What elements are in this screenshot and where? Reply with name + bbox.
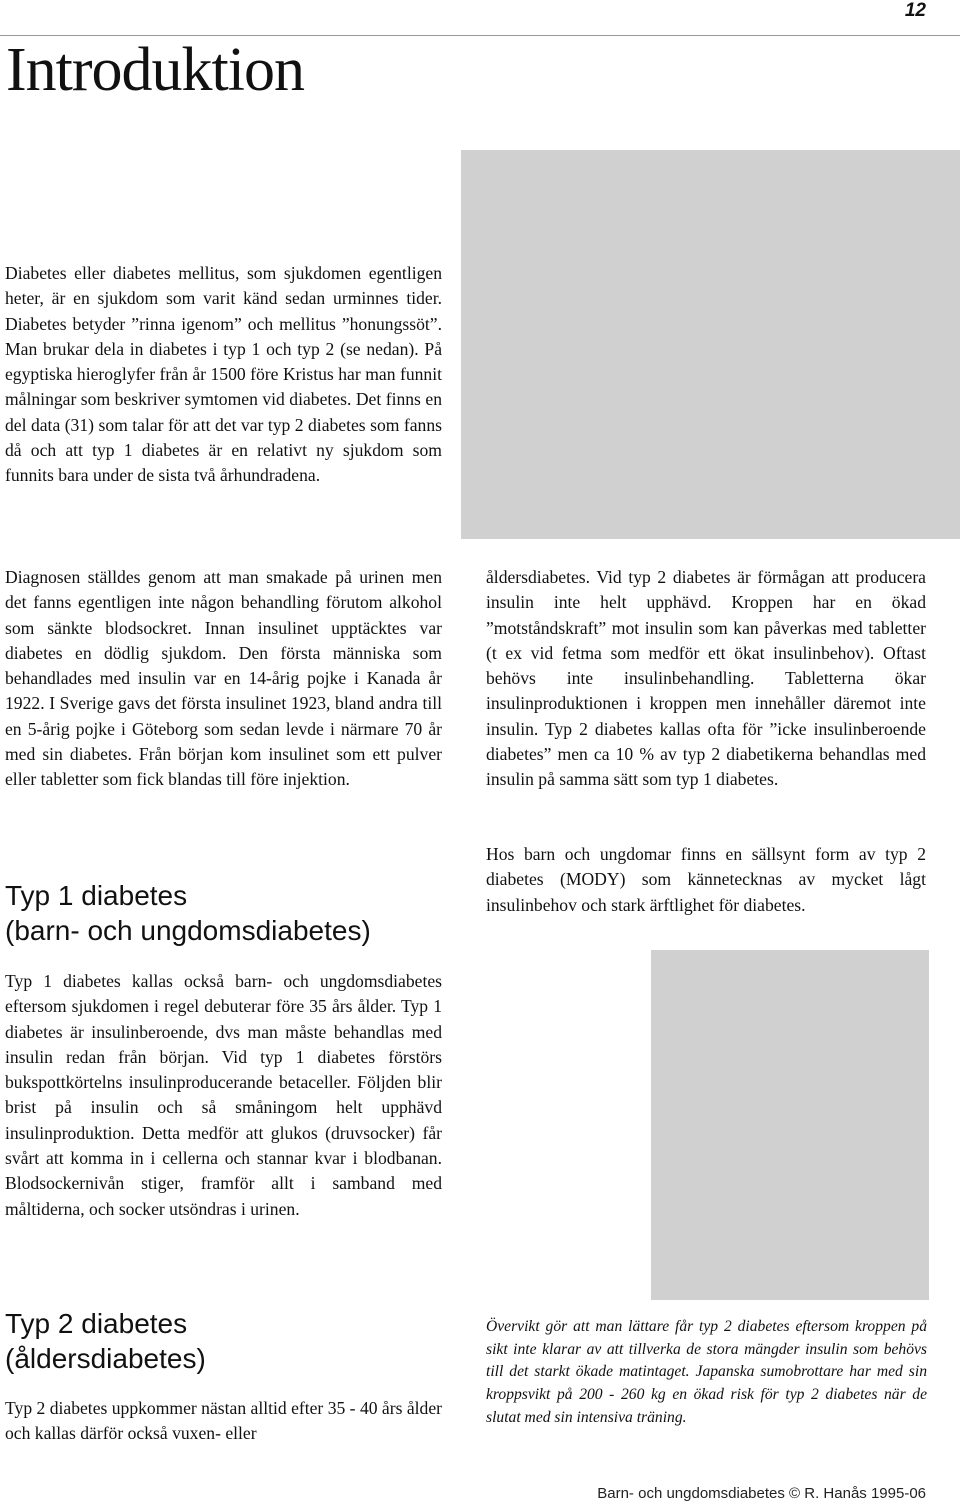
type2-heading-line1: Typ 2 diabetes	[5, 1308, 188, 1339]
type1-heading-line1: Typ 1 diabetes	[5, 880, 188, 911]
type1-paragraph: Typ 1 diabetes kallas också barn- och ungdomsdiabetes eftersom sjukdomen i regel debuterar före 35 års ålder. Typ 1 diabetes är insulinberoende, dvs man måste behandlas med insulin redan från början. Vid typ 1 diabetes förstörs bukspottkörtelns insulinproducerande betaceller. Följden blir brist på insulin och så småningom helt upphävd insulinproduktion. Detta medför att glukos (druvsocker) får svårt att komma in i cellerna och stannar kvar i blodbanan. Blodsockernivån stiger, framför allt i samband med måltiderna, och socker utsöndras i urinen.	[5, 971, 442, 1219]
mody-paragraph: Hos barn och ungdomar finns en sällsynt form av typ 2 diabetes (MODY) som kännetecknas av mycket lågt insulinbehov och stark ärftlighet för diabetes.	[486, 844, 926, 915]
page-number: 12	[904, 0, 926, 21]
image-placeholder-sumo	[651, 950, 929, 1300]
page-footer: Barn- och ungdomsdiabetes © R. Hanås 1995-06	[597, 1485, 926, 1502]
type2-continued-paragraph: åldersdiabetes. Vid typ 2 diabetes är förmågan att producera insulin inte helt upphävd. Kroppen har en ökad ”motståndskraft” mot insulin som kan påverkas med tabletter (t ex vid fetma som medför ett ökat insulinbehov). Oftast behövs inte insulinbehandling. Tabletterna ökar insulinproduktionen i kroppen men innehåller däremot inte insulin. Typ 2 diabetes kallas ofta för ”icke insulinberoende diabetes” men ca 10 % av typ 2 diabetikerna behandlas med insulin på samma sätt som typ 1 diabetes.	[486, 567, 926, 790]
type2-paragraph: Typ 2 diabetes uppkommer nästan alltid efter 35 - 40 års ålder och kallas därför också vuxen- eller	[5, 1398, 443, 1444]
diagnosis-paragraph: Diagnosen ställdes genom att man smakade på urinen men det fanns egentligen inte någon behandling förutom alkohol som sänkte blodsockret. Innan insulinet upptäcktes var diabetes en dödlig sjukdom. Den första människa som behandlades med insulin var en 14-årig pojke i Kanada år 1922. I Sverige gavs det första insulinet 1923, bland andra till en 5-årig pojke i Göteborg som sedan levde i närmare 70 år med sin diabetes. Från början kom insulinet som ett pulver eller tabletter som fick blandas till före injektion.	[5, 567, 442, 790]
image-placeholder-top	[461, 150, 960, 539]
intro-paragraph: Diabetes eller diabetes mellitus, som sjukdomen egentligen heter, är en sjukdom som varit känd sedan urminnes tider. Diabetes betyder ”rinna igenom” och mellitus ”honungssöt”. Man brukar dela in diabetes i typ 1 och typ 2 (se nedan). På egyptiska hieroglyfer från år 1500 före Kristus har man funnit målningar som beskriver symtomen vid diabetes. Det finns en del data (31) som talar för att det var typ 2 diabetes som fanns då och att typ 1 diabetes är en relativt ny sjukdom som funnits bara under de sista två århundradena.	[5, 263, 442, 486]
type2-heading	[5, 1306, 455, 1376]
type1-heading-line2: (barn- och ungdomsdiabetes)	[5, 915, 371, 946]
type1-heading	[5, 878, 455, 948]
image-caption: Övervikt gör att man lättare får typ 2 diabetes eftersom kroppen på sikt inte klarar av att tillverka de stora mängder insulin som behövs till det starkt ökade matintaget. Japanska sumobrottare har med sin kroppsvikt på 200 - 260 kg en ökad risk för typ 2 diabetes när de slutat med sin intensiva träning.	[486, 1318, 927, 1426]
type2-heading-line2: (åldersdiabetes)	[5, 1343, 206, 1374]
page-title: Introduktion	[6, 36, 304, 104]
